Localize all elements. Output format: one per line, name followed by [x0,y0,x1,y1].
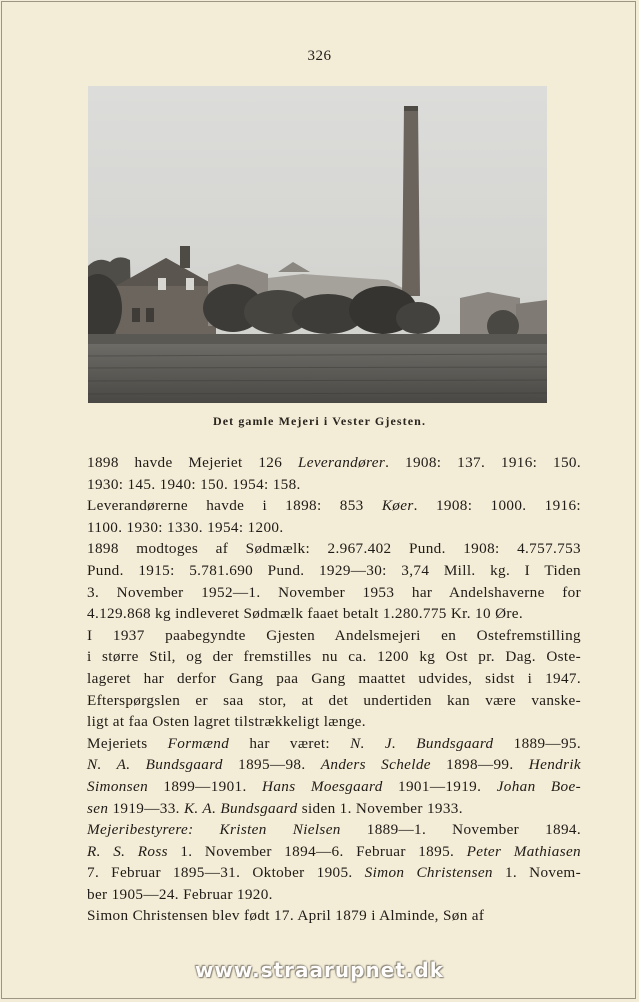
text-line [87,841,581,863]
text-run: 1898 modtoges af Sødmælk: 2.967.402 Pund. 1908: 4.757.753 [87,540,581,558]
italic-run: K. A. Bundsgaard [183,799,298,817]
text-line [87,517,581,539]
text-line [87,819,581,841]
italic-run: Formænd [167,734,230,752]
text-line [87,452,581,474]
text-line [87,905,581,927]
text-line [87,646,581,668]
text-run: 1100. 1930: 1330. 1954: 1200. [87,518,284,536]
text-run: . 1908: 1000. 1916: [413,497,581,515]
text-line [87,582,581,604]
italic-run: Johan Boe- [496,777,581,795]
text-line [87,711,581,733]
paragraph [87,495,581,538]
text-run: Pund. 1915: 5.781.690 Pund. 1929—30: 3,74 Mill. kg. I Tiden [87,561,581,579]
text-line [87,862,581,884]
text-run: 1898 havde Mejeriet 126 [87,454,298,471]
text-line [87,690,581,712]
text-run: 1899—1901. [148,777,263,795]
text-run: har været: [229,734,351,752]
italic-run: Leverandører [297,454,386,471]
italic-run: Mejeribestyrere: Kristen Nielsen [87,821,341,839]
photo-caption: Det gamle Mejeri i Vester Gjesten. [212,414,427,428]
text-run: 1889—95. [493,734,581,752]
italic-run: Simonsen [87,777,149,795]
italic-run: R. S. Ross [87,842,168,860]
italic-run: Peter Mathiasen [466,842,581,860]
text-line [87,625,581,647]
text-line [87,495,581,517]
text-line [87,668,581,690]
text-run: Simon Christensen blev født 17. April 1879 i Alminde, Søn af [87,907,485,925]
text-run: Efterspørgslen er saa stor, at det undertiden kan være vanske- [87,691,581,709]
text-line [87,603,581,625]
text-run: 1898—99. [430,756,529,774]
text-line [87,754,581,776]
text-run: 1919—33. [108,799,184,817]
paragraph [87,452,581,495]
dairy-photo [88,86,547,403]
italic-run: Køer [381,497,414,515]
paragraph [87,905,581,927]
italic-run: N. J. Bundsgaard [350,734,494,752]
text-run: ligt at faa Osten lagret tilstrækkeligt længe. [87,713,366,731]
text-run: 1895—98. [222,756,321,774]
italic-run: sen [87,799,109,817]
text-run: 1. November 1894—6. Februar 1895. [167,842,467,860]
text-run: Leverandørerne havde i 1898: 853 [87,497,382,515]
page-number: 326 [307,48,332,64]
text-run: i større Stil, og der fremstilles nu ca. 1200 kg Ost pr. Dag. Oste- [87,648,581,666]
text-line [87,474,581,496]
text-run: 4.129.868 kg indleveret Sødmælk faaet betalt 1.280.775 Kr. 10 Øre. [87,605,524,623]
text-run: siden 1. November 1933. [297,799,463,817]
italic-run: Hans Moesgaard [262,777,383,795]
text-run: Mejeriets [87,734,168,752]
paragraph [87,819,581,905]
text-run: lageret har derfor Gang paa Gang maattet udvides, sidst i 1947. [87,669,581,687]
italic-run: Hendrik [528,756,581,774]
site-watermark: www.straarupnet.dk [194,958,445,982]
paragraph [87,733,581,819]
text-run: . 1908: 137. 1916: 150. [385,454,581,471]
text-line [87,538,581,560]
text-line [87,776,581,798]
italic-run: N. A. Bundsgaard [87,756,223,774]
text-line [87,798,581,820]
paragraph [87,538,581,624]
text-run: I 1937 paabegyndte Gjesten Andelsmejeri en Ostefremstilling [87,626,581,644]
text-line [87,884,581,906]
italic-run: Simon Christensen [364,864,493,882]
body-text [87,452,581,927]
text-run: 7. Februar 1895—31. Oktober 1905. [87,864,365,882]
text-run: 1889—1. November 1894. [340,821,581,839]
text-run: 3. November 1952—1. November 1953 har Andelshaverne for [87,583,581,601]
text-run: 1930: 145. 1940: 150. 1954: 158. [87,475,301,493]
italic-run: Anders Schelde [320,756,431,774]
text-run: 1901—1919. [382,777,497,795]
text-run: ber 1905—24. Februar 1920. [87,885,273,903]
text-line [87,560,581,582]
text-run: 1. Novem- [492,864,581,882]
paragraph [87,625,581,733]
text-line [87,733,581,755]
